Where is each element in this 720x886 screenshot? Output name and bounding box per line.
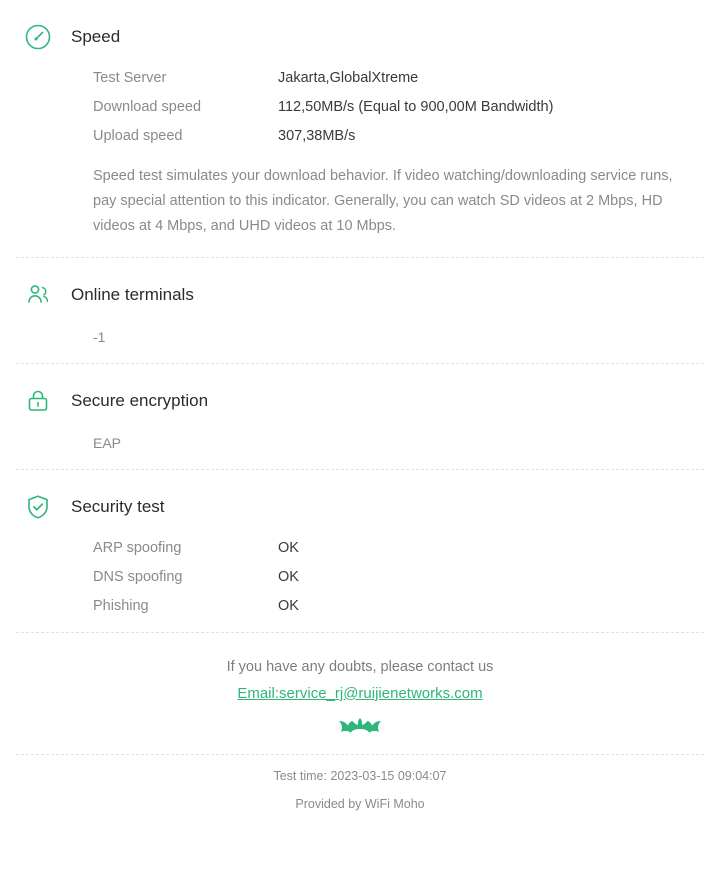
section-header xyxy=(16,492,704,522)
table-row xyxy=(93,598,704,614)
row-value: Jakarta,GlobalXtreme xyxy=(278,70,419,86)
row-value: 112,50MB/s (Equal to 900,00M Bandwidth) xyxy=(278,99,554,115)
speed-note: Speed test simulates your download behavior. If video watching/downloading service runs, pay special attention to this indicator. Generally, you can watch SD videos at 2 Mbps, HD videos at 4 Mbps, and UHD videos at 10 Mbps. xyxy=(93,168,673,234)
row-label: Download speed xyxy=(93,99,202,115)
section-secure-encryption xyxy=(16,364,704,470)
section-title: Speed xyxy=(71,26,121,46)
bat-logo-icon xyxy=(337,716,383,741)
secure-encryption-value: EAP xyxy=(93,434,122,451)
row-label: DNS spoofing xyxy=(93,568,183,585)
table-row xyxy=(93,128,704,144)
security-test-rows xyxy=(16,540,704,614)
shield-check-icon xyxy=(23,492,53,522)
table-row xyxy=(93,70,704,86)
section-header xyxy=(16,280,704,310)
table-row xyxy=(93,540,704,556)
section-header xyxy=(16,22,704,52)
online-terminals-value: -1 xyxy=(93,328,106,345)
contact-text: If you have any doubts, please contact us xyxy=(226,658,494,675)
lock-icon xyxy=(23,386,53,416)
table-row xyxy=(93,99,704,115)
section-security-test xyxy=(16,470,704,633)
row-value: OK xyxy=(278,597,299,614)
section-online-terminals xyxy=(16,258,704,364)
section-title: Secure encryption xyxy=(71,390,209,410)
row-value: 307,38MB/s xyxy=(278,128,356,144)
row-label: Test Server xyxy=(93,70,167,86)
test-time: Test time: 2023-03-15 09:04:07 xyxy=(273,768,447,783)
row-label: Phishing xyxy=(93,597,149,614)
footer-meta xyxy=(16,755,704,811)
row-value: OK xyxy=(278,539,299,556)
brand-logo xyxy=(16,716,704,742)
section-title: Security test xyxy=(71,496,165,516)
users-icon xyxy=(23,280,53,310)
row-value: OK xyxy=(278,568,299,585)
section-header xyxy=(16,386,704,416)
contact-email-link[interactable]: Email:service_rj@ruijienetworks.com xyxy=(237,684,483,702)
row-label: ARP spoofing xyxy=(93,539,182,556)
row-label: Upload speed xyxy=(93,128,183,144)
footer-contact xyxy=(16,633,704,755)
provided-by: Provided by WiFi Moho xyxy=(295,796,425,811)
table-row xyxy=(93,569,704,585)
speed-rows xyxy=(16,70,704,144)
speedometer-icon xyxy=(23,22,53,52)
section-speed xyxy=(16,0,704,258)
section-title: Online terminals xyxy=(71,284,194,304)
